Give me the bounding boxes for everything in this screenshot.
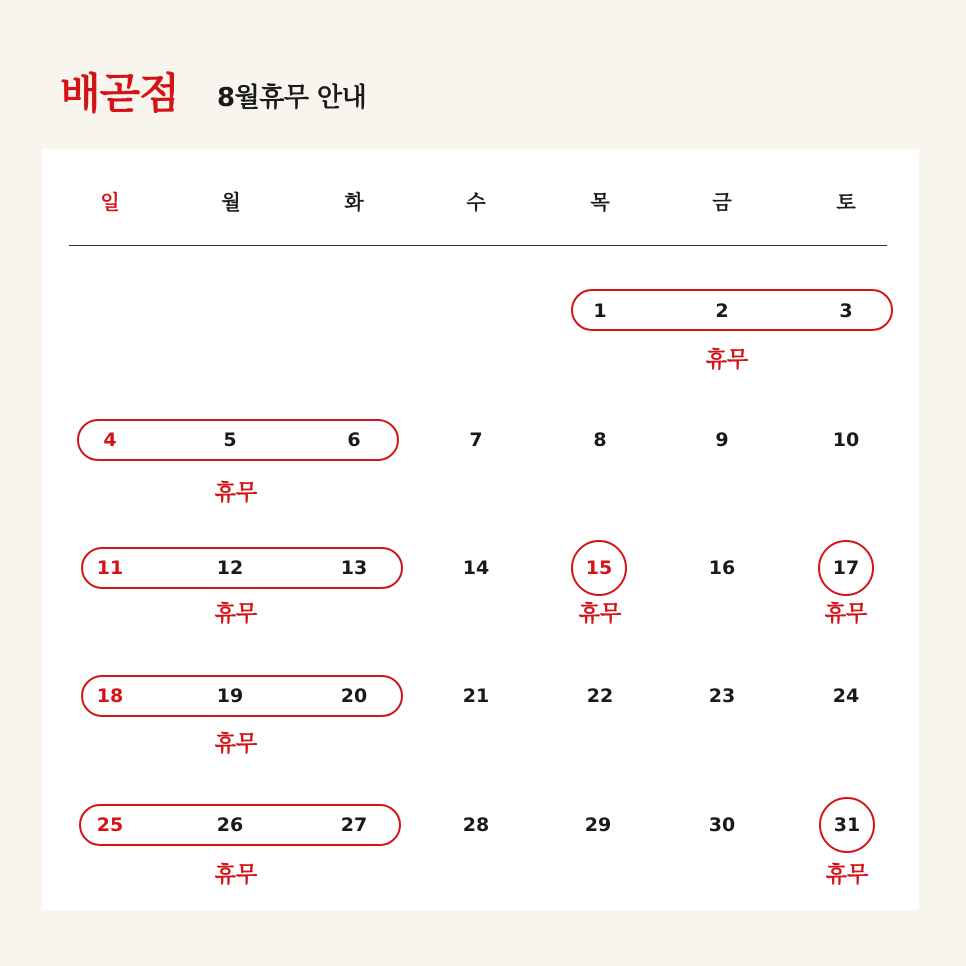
day-cell: 28: [462, 814, 490, 836]
day-cell: 19: [216, 685, 244, 707]
day-cell: 26: [216, 814, 244, 836]
day-cell: 14: [462, 557, 490, 579]
holiday-label: 휴무: [214, 481, 258, 506]
holiday-label: 휴무: [214, 602, 258, 627]
day-cell: 15: [585, 557, 613, 579]
day-cell: 4: [103, 429, 117, 451]
weekday-thu: 목: [590, 190, 610, 214]
day-cell: 29: [584, 814, 612, 836]
day-cell: 11: [96, 557, 124, 579]
day-cell: 10: [832, 429, 860, 451]
day-cell: 18: [96, 685, 124, 707]
day-cell: 20: [340, 685, 368, 707]
day-cell: 8: [593, 429, 607, 451]
day-cell: 25: [96, 814, 124, 836]
brand-title: 배곧점: [60, 69, 179, 118]
holiday-label: 휴무: [825, 863, 869, 888]
day-cell: 16: [708, 557, 736, 579]
weekday-fri: 금: [712, 190, 732, 214]
page-subtitle: 8월휴무 안내: [217, 83, 367, 113]
day-cell: 3: [839, 300, 853, 322]
day-cell: 24: [832, 685, 860, 707]
day-cell: 9: [715, 429, 729, 451]
weekday-wed: 수: [466, 190, 486, 214]
holiday-label: 휴무: [824, 602, 868, 627]
weekday-mon: 월: [221, 190, 241, 214]
day-cell: 6: [347, 429, 361, 451]
day-cell: 30: [708, 814, 736, 836]
day-cell: 21: [462, 685, 490, 707]
weekday-sat: 토: [836, 190, 856, 214]
day-cell: 31: [833, 814, 861, 836]
day-cell: 17: [832, 557, 860, 579]
day-cell: 12: [216, 557, 244, 579]
day-cell: 23: [708, 685, 736, 707]
calendar-card: [42, 149, 919, 910]
day-cell: 13: [340, 557, 368, 579]
header-divider: [69, 245, 887, 246]
day-cell: 2: [715, 300, 729, 322]
day-cell: 22: [586, 685, 614, 707]
weekday-sun: 일: [100, 190, 120, 214]
holiday-label: 휴무: [578, 602, 622, 627]
day-cell: 7: [469, 429, 483, 451]
holiday-label: 휴무: [705, 348, 749, 373]
weekday-tue: 화: [344, 190, 364, 214]
holiday-label: 휴무: [214, 863, 258, 888]
day-cell: 1: [593, 300, 607, 322]
day-cell: 27: [340, 814, 368, 836]
holiday-label: 휴무: [214, 732, 258, 757]
day-cell: 5: [223, 429, 237, 451]
